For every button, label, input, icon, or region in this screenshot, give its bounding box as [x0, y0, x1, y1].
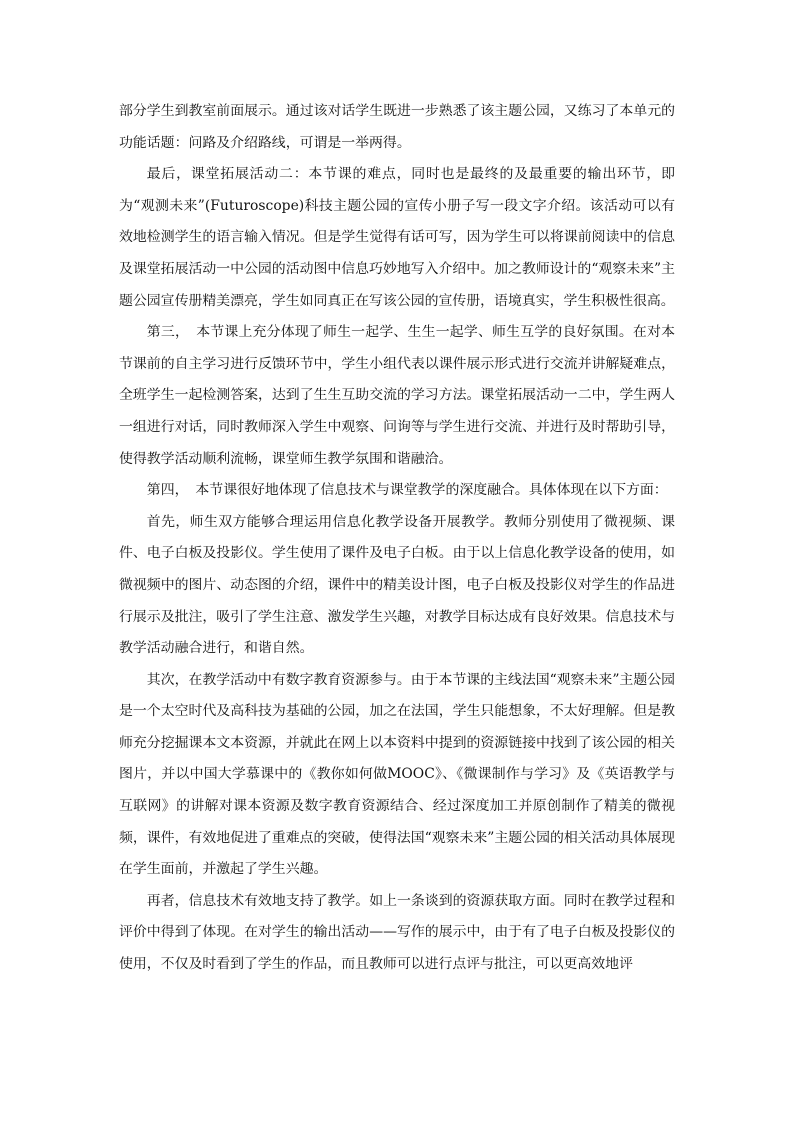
paragraph-1: 部分学生到教室前面展示。通过该对话学生既进一步熟悉了该主题公园，又练习了本单元的功能话题：问路及介绍路线，可谓是一举两得。 — [119, 103, 675, 151]
paragraph-2: 最后，课堂拓展活动二：本节课的难点，同时也是最终的及最重要的输出环节，即为“观测未来”(Futuroscope)科技主题公园的宣传小册子写一段文字介绍。该活动可以有效地检测学生的语言输入情况。但是学生觉得有话可写，因为学生可以将课前阅读中的信息及课堂拓展活动一中公园的活动图中信息巧妙地写入介绍中。加之教师设计的“观察未来”主题公园宣传册精美漂亮，学生如同真正在写该公园的宣传册，语境真实，学生积极性很高。 — [119, 166, 675, 309]
document-page — [119, 96, 675, 981]
paragraph-4: 第四， 本节课很好地体现了信息技术与课堂教学的深度融合。具体体现在以下方面： — [146, 482, 668, 499]
paragraph-6: 其次，在教学活动中有数字教育资源参与。由于本节课的主线法国“观察未来”主题公园是一个太空时代及高科技为基础的公园，加之在法国，学生只能想象，不太好理解。但是教师充分挖掘课本文本资源，并就此在网上以本资料中提到的资源链接中找到了该公园的相关图片，并以中国大学慕课中的《教你如何做MOOC》、《微课制作与学习》及《英语教学与互联网》的讲解对课本资源及数字教育资源结合、经过深度加工并原创制作了精美的微视频，课件，有效地促进了重难点的突破，使得法国“观察未来”主题公园的相关活动具体展现在学生面前，并激起了学生兴趣。 — [119, 671, 675, 878]
paragraph-5: 首先，师生双方能够合理运用信息化教学设备开展教学。教师分别使用了微视频、课件、电子白板及投影仪。学生使用了课件及电子白板。由于以上信息化教学设备的使用，如微视频中的图片、动态图的介绍，课件中的精美设计图，电子白板及投影仪对学生的作品进行展示及批注，吸引了学生注意、激发学生兴趣，对教学目标达成有良好效果。信息技术与教学活动融合进行，和谐自然。 — [119, 513, 675, 657]
paragraph-3: 第三， 本节课上充分体现了师生一起学、生生一起学、师生互学的良好氛围。在对本节课前的自主学习进行反馈环节中，学生小组代表以课件展示形式进行交流并讲解疑难点，全班学生一起检测答案，达到了生生互助交流的学习方法。课堂拓展活动一二中，学生两人一组进行对话，同时教师深入学生中观察、问询等与学生进行交流、并进行及时帮助引导，使得教学活动顺利流畅，课堂师生教学氛围和谐融洽。 — [119, 324, 675, 467]
paragraph-7: 再者，信息技术有效地支持了教学。如上一条谈到的资源获取方面。同时在教学过程和评价中得到了体现。在对学生的输出活动——写作的展示中，由于有了电子白板及投影仪的使用，不仅及时看到了学生的作品，而且教师可以进行点评与批注，可以更高效地评 — [119, 892, 675, 973]
